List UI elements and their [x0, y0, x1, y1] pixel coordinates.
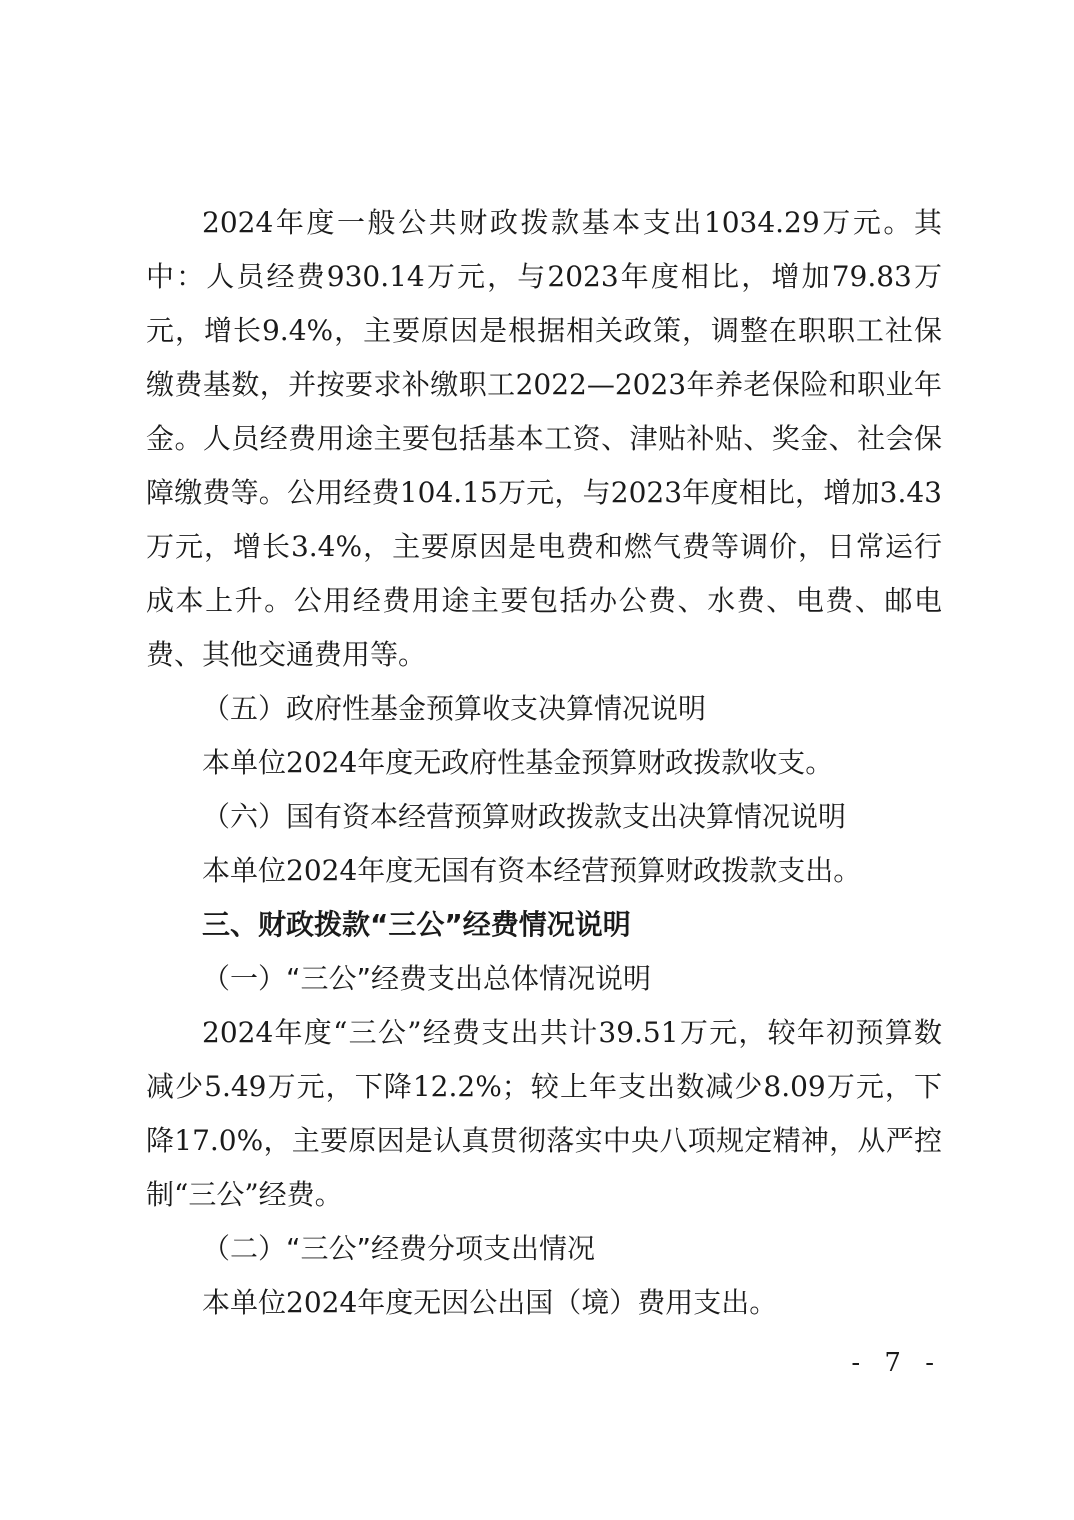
page-number: - 7 - — [851, 1348, 942, 1378]
heading-government-fund: （五）政府性基金预算收支决算情况说明 — [202, 692, 707, 725]
paragraph-three-public-overall: 2024年度“三公”经费支出共计39.51万元，较年初预算数减少5.49万元，下降12.2%；较上年支出数减少8.09万元，下降17.0%，主要原因是认真贯彻落实中央八项规定精神，从严控制“三公”经费。 — [146, 1016, 942, 1211]
heading-three-public-items: （二）“三公”经费分项支出情况 — [202, 1232, 596, 1265]
section-heading-three-public: 三、财政拨款“三公”经费情况说明 — [202, 908, 631, 941]
heading-state-capital: （六）国有资本经营预算财政拨款支出决算情况说明 — [202, 800, 847, 833]
paragraph-basic-expenditure: 2024年度一般公共财政拨款基本支出1034.29万元。其中：人员经费930.14万元，与2023年度相比，增加79.83万元，增长9.4%，主要原因是根据相关政策，调整在职职工社保缴费基数，并按要求补缴职工2022—2023年养老保险和职业年金。人员经费用途主要包括基本工资、津贴补贴、奖金、社会保障缴费等。公用经费104.15万元，与2023年度相比，增加3.43万元，增长3.4%，主要原因是电费和燃气费等调价，日常运行成本上升。公用经费用途主要包括办公费、水费、电费、邮电费、其他交通费用等。 — [146, 206, 942, 671]
heading-three-public-overall: （一）“三公”经费支出总体情况说明 — [202, 962, 652, 995]
document-body — [146, 196, 942, 1330]
paragraph-government-fund: 本单位2024年度无政府性基金预算财政拨款收支。 — [202, 746, 834, 779]
paragraph-state-capital: 本单位2024年度无国有资本经营预算财政拨款支出。 — [202, 854, 862, 887]
paragraph-overseas-travel: 本单位2024年度无因公出国（境）费用支出。 — [202, 1286, 778, 1319]
